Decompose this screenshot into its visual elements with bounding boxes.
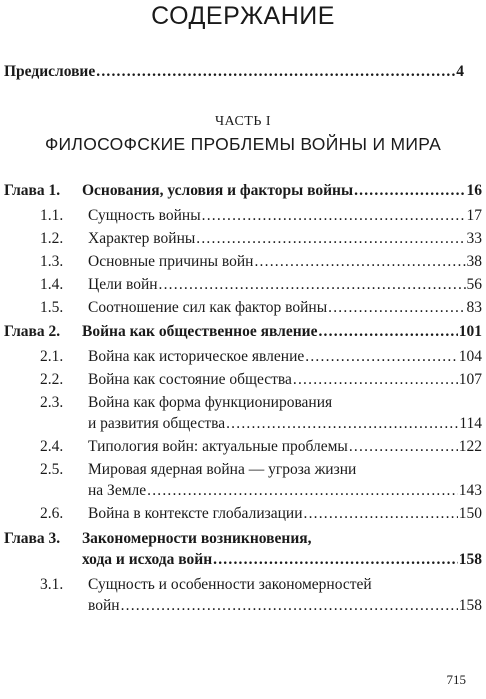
dot-leader xyxy=(226,414,458,433)
dot-leader xyxy=(293,370,458,389)
toc-page-number: 83 xyxy=(466,299,482,316)
section-number: 1.2. xyxy=(40,230,64,247)
toc-section-entry[interactable] xyxy=(88,504,482,523)
section-title: Цели войн xyxy=(88,276,158,293)
toc-section-entry[interactable] xyxy=(88,347,482,366)
dot-leader xyxy=(96,62,455,81)
section-title: Соотношение сил как фактор войны xyxy=(88,299,328,316)
chapter-title-line1: Закономерности возникновения, xyxy=(82,530,312,547)
chapter-number: Глава 3. xyxy=(4,530,61,547)
toc-page-number: 158 xyxy=(458,551,482,568)
toc-page-number: 101 xyxy=(458,323,482,340)
dot-leader xyxy=(202,206,466,225)
toc-section-entry[interactable] xyxy=(88,414,482,433)
chapter-number: Глава 2. xyxy=(4,323,61,340)
section-title: Война как состояние общества xyxy=(88,371,292,388)
toc-page-number: 158 xyxy=(458,597,482,614)
dot-leader xyxy=(254,252,465,271)
section-number: 1.5. xyxy=(40,299,64,316)
section-title-line2: войн xyxy=(88,597,120,614)
part-label: ЧАСТЬ I xyxy=(214,114,272,129)
chapter-title: Война как общественное явление xyxy=(82,323,318,340)
section-number: 3.1. xyxy=(40,576,64,593)
dot-leader xyxy=(147,481,458,500)
dot-leader xyxy=(305,347,457,366)
toc-page-number: 107 xyxy=(458,371,482,388)
section-number: 1.4. xyxy=(40,276,64,293)
toc-section-entry[interactable] xyxy=(88,437,482,456)
toc-page-number: 38 xyxy=(466,253,482,270)
dot-leader xyxy=(354,181,465,200)
dot-leader xyxy=(213,550,458,569)
dot-leader xyxy=(196,229,465,248)
section-number: 2.2. xyxy=(40,371,64,388)
section-title: Война в контексте глобализации xyxy=(88,505,303,522)
section-number: 1.1. xyxy=(40,207,64,224)
toc-page-number: 104 xyxy=(458,348,482,365)
part-title: ФИЛОСОФСКИЕ ПРОБЛЕМЫ ВОЙНЫ И МИРА xyxy=(44,134,442,154)
toc-chapter-entry[interactable] xyxy=(82,181,482,200)
section-title: Основные причины войн xyxy=(88,253,254,270)
dot-leader xyxy=(121,596,458,615)
section-number: 2.3. xyxy=(40,394,64,411)
section-title-line1: Сущность и особенности закономерностей xyxy=(88,576,372,593)
dot-leader xyxy=(304,504,458,523)
chapter-title-line2: хода и исхода войн xyxy=(82,551,213,568)
dot-leader xyxy=(328,298,465,317)
section-title: Сущность войны xyxy=(88,207,201,224)
toc-section-entry[interactable] xyxy=(88,252,482,271)
page-number: 715 xyxy=(446,672,466,687)
dot-leader xyxy=(318,322,457,341)
toc-chapter-entry[interactable] xyxy=(82,322,482,341)
toc-page-number: 56 xyxy=(466,276,482,293)
toc-section-entry[interactable] xyxy=(88,596,482,615)
section-number: 1.3. xyxy=(40,253,64,270)
section-number: 2.4. xyxy=(40,438,64,455)
dot-leader xyxy=(349,437,458,456)
toc-page-number: 122 xyxy=(458,438,482,455)
section-title-line1: Война как форма функционирования xyxy=(88,394,333,411)
toc-chapter-entry[interactable] xyxy=(82,550,482,569)
section-title-line1: Мировая ядерная война — угроза жизни xyxy=(88,461,357,478)
toc-page-number: 114 xyxy=(459,415,482,432)
toc-section-entry[interactable] xyxy=(88,275,482,294)
section-number: 2.1. xyxy=(40,348,64,365)
section-title: Война как историческое явление xyxy=(88,348,305,365)
toc-preface-label: Предисловие xyxy=(4,63,96,80)
dot-leader xyxy=(159,275,466,294)
toc-section-entry[interactable] xyxy=(88,481,482,500)
section-number: 2.5. xyxy=(40,461,64,478)
section-title: Характер войны xyxy=(88,230,196,247)
toc-section-entry[interactable] xyxy=(88,229,482,248)
toc-page-number: 143 xyxy=(458,482,482,499)
page-title: СОДЕРЖАНИЕ xyxy=(151,2,335,30)
section-title-line2: на Земле xyxy=(88,482,147,499)
toc-section-entry[interactable] xyxy=(88,298,482,317)
section-title: Типология войн: актуальные проблемы xyxy=(88,438,348,455)
chapter-title: Основания, условия и факторы войны xyxy=(82,182,354,199)
section-number: 2.6. xyxy=(40,505,64,522)
toc-section-entry[interactable] xyxy=(88,370,482,389)
toc-page-number: 4 xyxy=(456,63,464,80)
toc-section-entry[interactable] xyxy=(88,206,482,225)
toc-preface-entry[interactable] xyxy=(4,62,464,81)
toc-page-number: 33 xyxy=(466,230,482,247)
toc-page-number: 150 xyxy=(458,505,482,522)
section-title-line2: и развития общества xyxy=(88,415,226,432)
toc-page-number: 17 xyxy=(466,207,482,224)
toc-page-number: 16 xyxy=(466,182,482,199)
chapter-number: Глава 1. xyxy=(4,182,61,199)
